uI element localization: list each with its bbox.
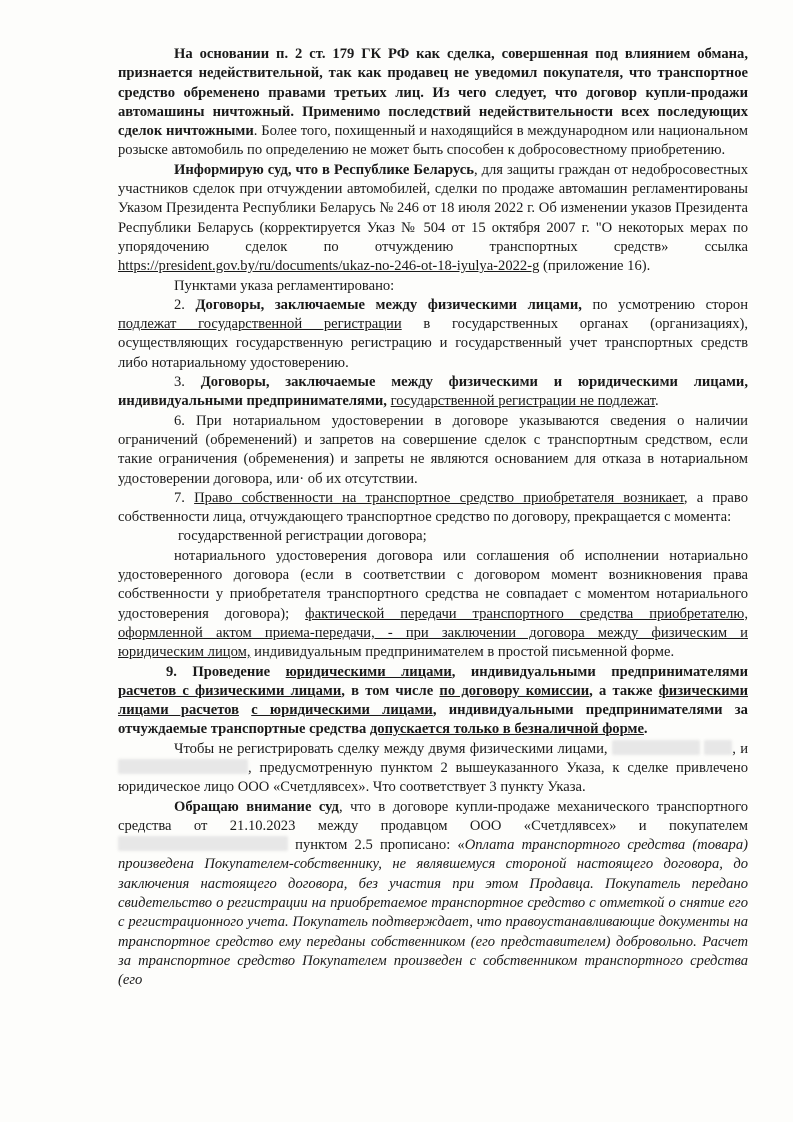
paragraph-point-6: 6. При нотариальном удостоверении в договоре указываются сведения о наличии ограничений (обременений) и запретов на совершение сделок с транспортным средством, если такие ограничения (обременения) и запреты не являются основанием для отказа в нотариальном удостоверении договора, или· об их отсутствии. xyxy=(118,412,748,487)
document-body xyxy=(118,45,748,991)
italic-quote: Оплата транспортного средства (товара) произведена Покупателем-собственнику, не являвшемуся стороной настоящего договора, до заключения настоящего договора, без участия при этом Продавца. Покупатель передано свидетельство о регистрации на приобретаемое транспортное средство с отметкой о снятие его с регистрационного учета. Покупатель подтверждает, что правоустанавливающие документы на транспортное средство ему переданы собственником (его представителем) добровольно. Расчет за транспортное средство Покупателем произведен с собственником транспортного средства (его xyxy=(118,837,748,989)
underlined-text: по договору комиссии xyxy=(439,682,590,699)
paragraph-points-intro: Пунктами указа регламентировано: xyxy=(174,277,395,294)
bold-text: Информирую суд, что в Республике Беларусь xyxy=(174,161,474,178)
underlined-text: физическими лицами расчетов xyxy=(118,682,748,719)
text: нотариального удостоверения договора или соглашения об исполнении нотариально удостоверенного договора (если в соответствии с договором момент возникновения права собственности у приобретателя транспортного средства не совпадает с моментом нотариального удостоверения договора); xyxy=(118,547,748,622)
text: , а также xyxy=(589,682,659,699)
text: , в том числе xyxy=(341,682,440,699)
text: по усмотрению сторон xyxy=(581,296,748,313)
point-number: 3. xyxy=(174,374,201,391)
redacted-name xyxy=(704,740,732,755)
list-item-state-registration: государственной регистрации договора; xyxy=(178,528,427,545)
paragraph-belarus xyxy=(118,161,748,277)
redacted-name xyxy=(118,759,248,774)
text: , что в договоре купли-продаже механического транспортного средства от 21.10.2023 между продавцом ООО «Счетдлявсех» и покупателем xyxy=(118,798,748,834)
text: , индивидуальными предпринимателями за отчуждаемые транспортные средства xyxy=(118,702,748,738)
list-item-notarial xyxy=(118,547,748,663)
bold-text: На основании п. 2 ст. 179 ГК РФ как сделка, совершенная под влиянием обмана, признается недействительной, так как продавец не уведомил покупателя, что транспортное средство обременено правами третьих лиц. Из чего следует, что договор купли-продажи автомашины ничтожный. Применимо последствий недействительности всех последующих сделок ничтожными xyxy=(118,46,748,140)
paragraph-point-3 xyxy=(118,373,748,412)
text: Чтобы не регистрировать сделку между двумя физическими лицами, xyxy=(174,740,608,757)
redacted-name xyxy=(612,740,700,755)
text: , для защиты граждан от недобросовестных участников сделок при отчуждении автомобилей, сделки по продаже автомашин регламентированы Указом Президента Республики Беларусь № 246 от 18 июля 2022 г. Об изменении указов Президента Республики Беларусь (корректируется Указ № 504 от 15 октября 2007 г. "О некоторых мерах по упорядочению сделок по отчуждению транспортных средств» ссылка xyxy=(118,161,748,255)
bold-text: Договоры, заключаемые между физическими лицами, xyxy=(195,296,582,313)
text: . Более того, похищенный и находящийся в международном или национальном розыске автомобиль по определению не может быть способен к добросовестному приобретению. xyxy=(118,123,748,159)
president-link[interactable]: https://president.gov.by/ru/documents/ukaz-no-246-ot-18-iyulya-2022-g xyxy=(118,258,540,275)
text: индивидуальным предпринимателем в простой письменной форме. xyxy=(250,644,675,661)
text: . xyxy=(643,721,648,738)
underlined-text: Право собственности на транспортное средство приобретателя возникает xyxy=(194,489,684,506)
underlined-text: допускается только в безналичной форме xyxy=(369,721,644,738)
text: , предусмотренную пунктом 2 вышеуказанного Указа, к сделке привлечено юридическое лицо ООО «Счетдлявсех». Что соответствует 3 пункту Указа. xyxy=(118,759,748,796)
paragraph-point-2 xyxy=(118,296,748,373)
text: пунктом 2.5 прописано: « xyxy=(288,837,465,854)
bold-text: Договоры, заключаемые между физическими и юридическими лицами, индивидуальными предпринимателями, xyxy=(118,374,748,410)
point-number: 9. Проведение xyxy=(166,663,286,680)
point-number: 2. xyxy=(174,296,196,313)
point-number: 7. xyxy=(174,489,195,506)
underlined-text: с юридическими лицами xyxy=(251,702,433,719)
paragraph-point-7 xyxy=(118,489,748,528)
paragraph-registration xyxy=(118,740,748,798)
underlined-text: подлежат государственной регистрации xyxy=(118,316,402,333)
paragraph-attention xyxy=(118,798,748,991)
bold-text: Обращаю внимание суд xyxy=(174,798,339,815)
text: , а право собственности лица, отчуждающего транспортное средство по договору, прекращается с момента: xyxy=(118,489,748,526)
text: (приложение 16). xyxy=(539,258,651,275)
text: , и xyxy=(732,740,749,757)
underlined-text: фактической передачи транспортного средства приобретателю, оформленной актом приема-передачи, - при заключении договора между физическим и юридическим лицом, xyxy=(118,605,748,661)
paragraph-article-179 xyxy=(118,45,748,161)
redacted-name xyxy=(118,836,288,851)
underlined-text: расчетов с физическими лицами xyxy=(118,682,342,699)
text xyxy=(239,702,251,718)
paragraph-point-9 xyxy=(118,663,748,740)
text: в государственных органах (организациях), осуществляющих государственную регистрацию и государственный учет транспортных средств либо нотариальному удостоверению. xyxy=(118,316,749,371)
underlined-text: юридическими лицами xyxy=(285,663,452,680)
text: , индивидуальными предпринимателями xyxy=(451,663,748,680)
text: . xyxy=(655,393,659,410)
underlined-text: государственной регистрации не подлежат xyxy=(390,393,655,410)
